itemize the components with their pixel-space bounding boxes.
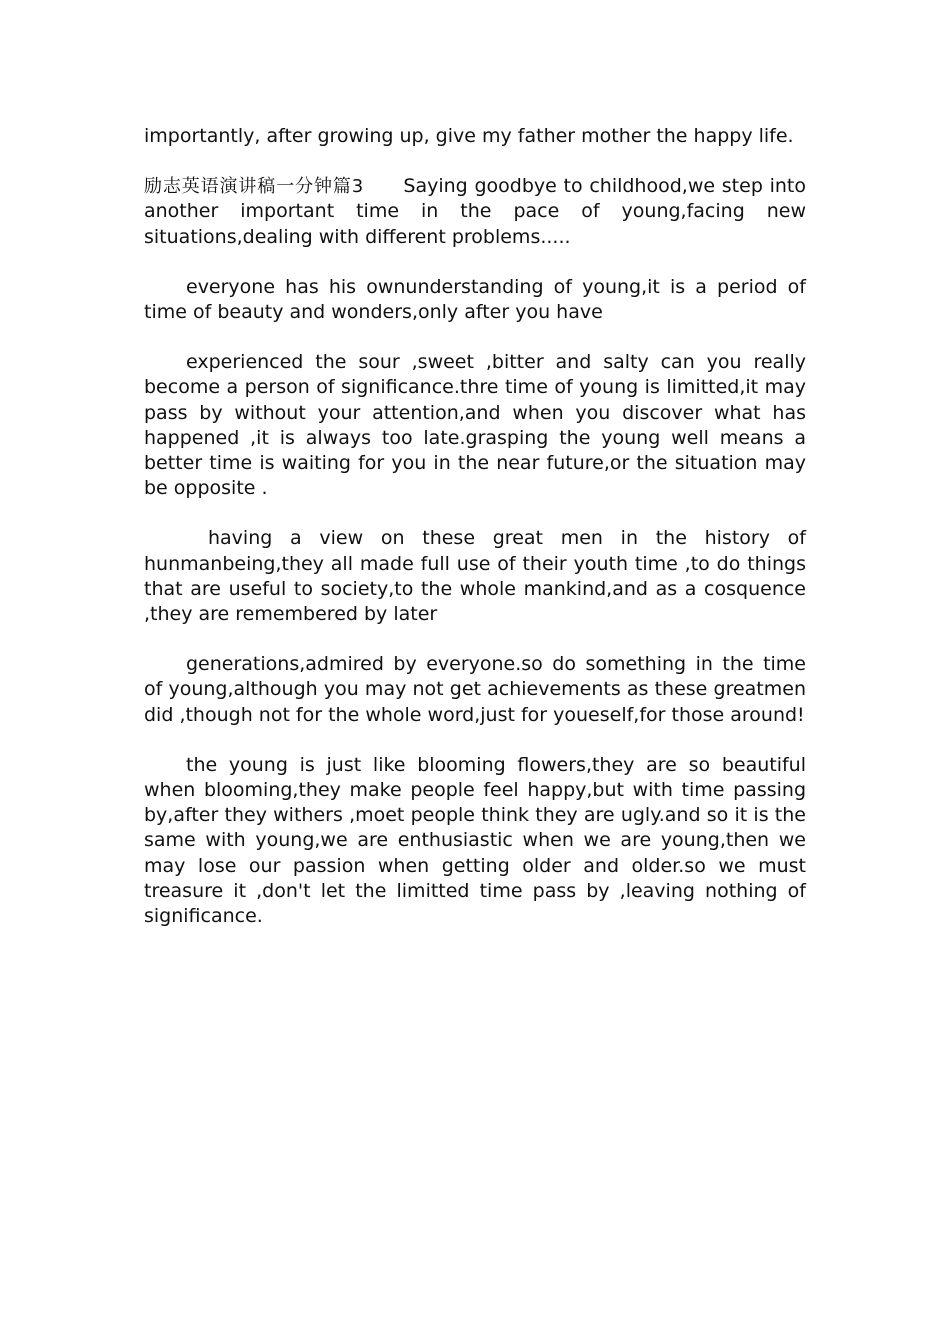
paragraph-text: Saying goodbye to childhood,we step into another important time in the pace of young,facing new situations,dealing with different problems.....	[144, 175, 806, 248]
paragraph-text: everyone has his ownunderstanding of young,it is a period of time of beauty and wonders,only after you have	[144, 275, 806, 324]
paragraph-6	[144, 753, 806, 929]
document-page	[144, 124, 806, 954]
paragraph-5	[144, 652, 806, 728]
paragraph-3	[144, 350, 806, 501]
paragraph-continuation	[144, 124, 806, 149]
paragraph-2	[144, 275, 806, 325]
paragraph-text: having a view on these great men in the history of hunmanbeing,they all made full use of their youth time ,to do things that are useful to society,to the whole mankind,and as a cosquence ,they are remembered by later	[144, 527, 806, 626]
paragraph-text: experienced the sour ,sweet ,bitter and salty can you really become a person of significance.thre time of young is limitted,it may pass by without your attention,and when you discover what has happened ,it is always too late.grasping the young well means a better time is waiting for you in the near future,or the situation may be opposite .	[144, 351, 806, 500]
paragraph-text: the young is just like blooming flowers,they are so beautiful when blooming,they make people feel happy,but with time passing by,after they withers ,moet people think they are ugly.and so it is the same with young,we are enthusiastic when we are young,then we may lose our passion when getting older and older.so we must treasure it ,don't let the limitted time pass by ,leaving nothing of significance.	[144, 753, 806, 928]
paragraph-4	[144, 526, 806, 627]
paragraph-text: generations,admired by everyone.so do something in the time of young,although you may not get achievements as these greatmen did ,though not for the whole word,just for youeself,for those around!	[144, 653, 806, 726]
paragraph-section-3	[144, 174, 806, 250]
paragraph-text: importantly, after growing up, give my father mother the happy life.	[144, 125, 794, 147]
section-heading: 励志英语演讲稿一分钟篇3	[144, 176, 364, 198]
